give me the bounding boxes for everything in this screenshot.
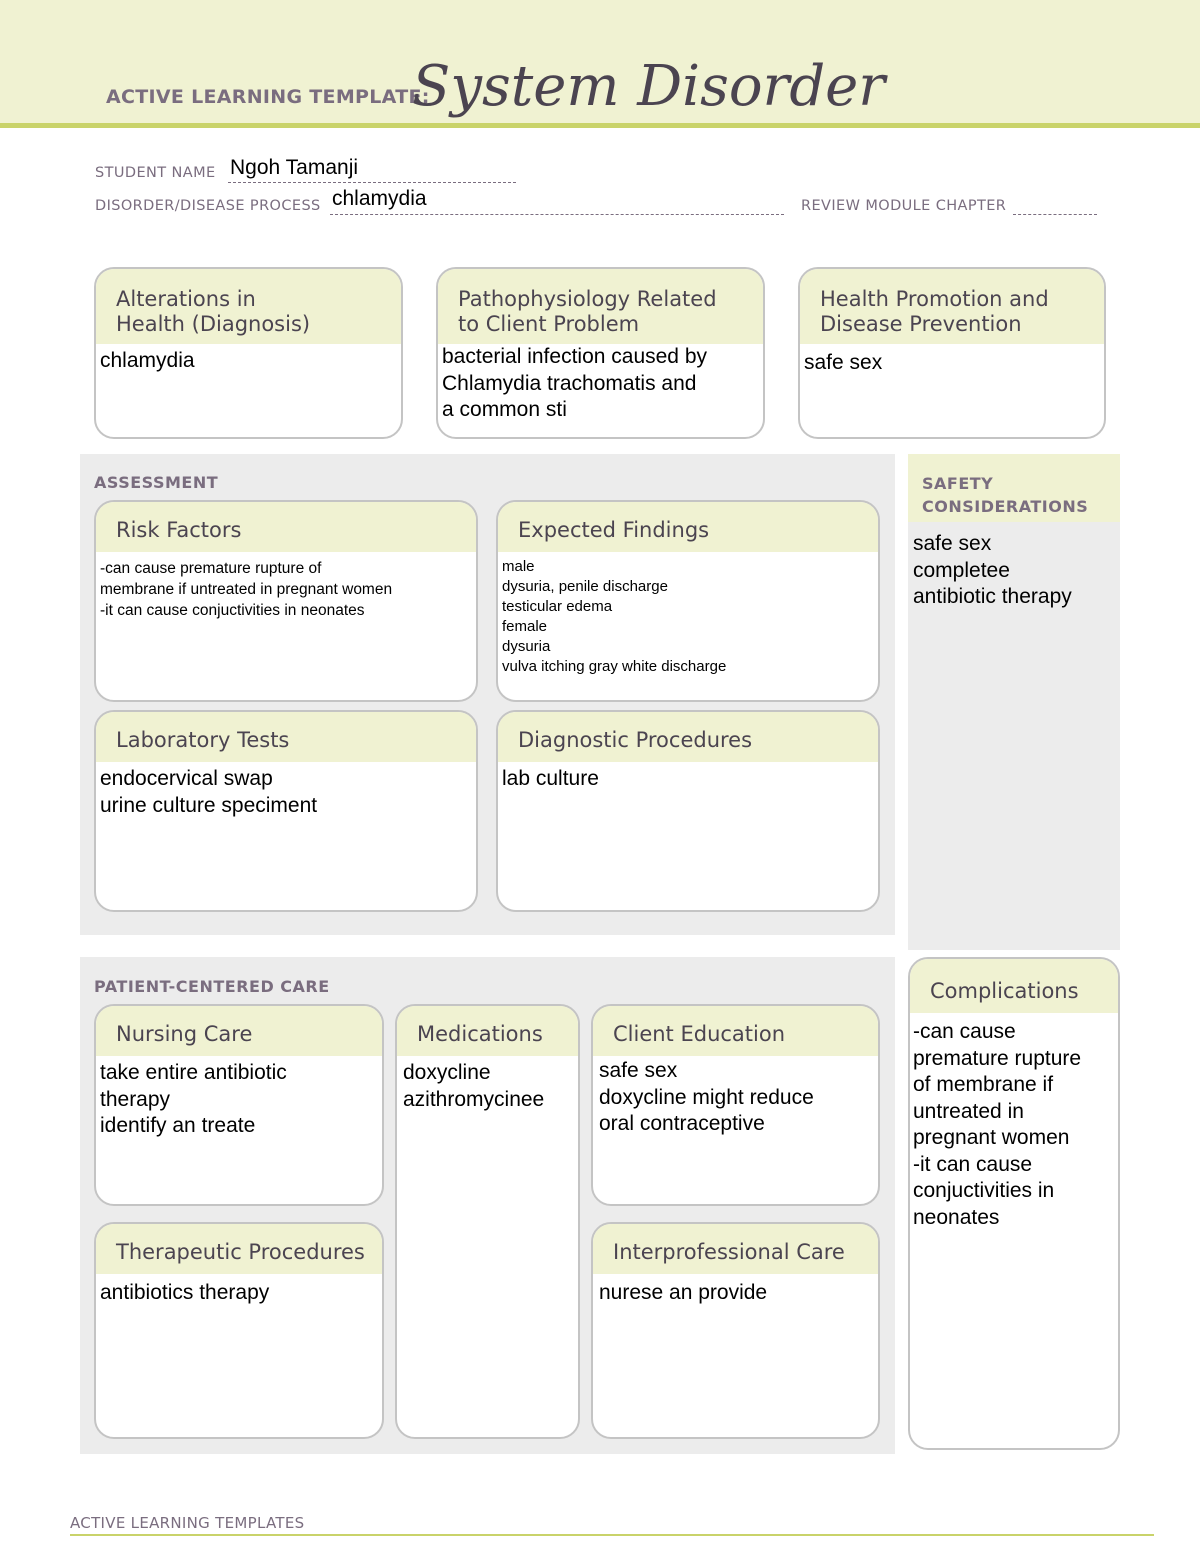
pathophysiology-title-line1: Pathophysiology Related	[458, 287, 717, 311]
medications-card	[395, 1004, 580, 1439]
alterations-card-title	[96, 269, 401, 344]
safety-title-line2: CONSIDERATIONS	[922, 497, 1089, 516]
footer-divider	[70, 1534, 1154, 1536]
health-promotion-title-line1: Health Promotion and	[820, 287, 1049, 311]
alterations-title-line1: Alterations in	[116, 287, 256, 311]
pathophysiology-card-title	[438, 269, 763, 344]
alterations-text[interactable]: chlamydia	[100, 349, 195, 372]
laboratory-tests-title: Laboratory Tests	[96, 712, 476, 762]
template-title: System Disorder	[412, 54, 886, 119]
assessment-title: ASSESSMENT	[94, 473, 219, 492]
expected-findings-card	[496, 500, 880, 702]
review-module-label: REVIEW MODULE CHAPTER	[801, 198, 1007, 214]
interprofessional-care-title: Interprofessional Care	[593, 1224, 878, 1274]
alterations-card	[94, 267, 403, 439]
client-education-card	[591, 1004, 880, 1206]
footer-text: ACTIVE LEARNING TEMPLATES	[70, 1514, 305, 1532]
therapeutic-procedures-card	[94, 1222, 384, 1439]
therapeutic-procedures-text[interactable]: antibiotics therapy	[100, 1281, 270, 1304]
risk-factors-card	[94, 500, 478, 702]
safety-section	[908, 454, 1120, 950]
disorder-field[interactable]: chlamydia	[332, 187, 427, 210]
risk-factors-text[interactable]: -can cause premature rupture of membrane if untreated in pregnant women -it can cause conjuctivities in neonates	[100, 560, 393, 619]
complications-text[interactable]: -can cause premature rupture of membrane if untreated in pregnant women -it can cause conjuctivities in neonates	[913, 1020, 1082, 1229]
nursing-care-text[interactable]: take entire antibiotic therapy identify an treate	[100, 1061, 287, 1137]
client-education-title: Client Education	[593, 1006, 878, 1056]
diagnostic-procedures-title: Diagnostic Procedures	[498, 712, 878, 762]
risk-factors-title: Risk Factors	[96, 502, 476, 552]
health-promotion-card-title	[800, 269, 1104, 344]
safety-text[interactable]: safe sex completee antibiotic therapy	[913, 532, 1072, 608]
therapeutic-procedures-title: Therapeutic Procedures	[96, 1224, 382, 1274]
health-promotion-text[interactable]: safe sex	[804, 351, 883, 374]
template-label: ACTIVE LEARNING TEMPLATE:	[106, 86, 430, 108]
interprofessional-care-card	[591, 1222, 880, 1439]
disorder-label: DISORDER/DISEASE PROCESS	[95, 198, 321, 214]
diagnostic-procedures-card	[496, 710, 880, 912]
diagnostic-procedures-text[interactable]: lab culture	[502, 767, 599, 790]
expected-findings-title: Expected Findings	[498, 502, 878, 552]
client-education-text[interactable]: safe sex doxycline might reduce oral contraceptive	[599, 1059, 814, 1135]
pathophysiology-title-line2: to Client Problem	[458, 312, 640, 336]
alterations-title-line2: Health (Diagnosis)	[116, 312, 311, 336]
review-module-field[interactable]	[1013, 194, 1097, 215]
nursing-care-card	[94, 1004, 384, 1206]
laboratory-tests-card	[94, 710, 478, 912]
safety-title-line1: SAFETY	[922, 474, 994, 493]
complications-title: Complications	[910, 959, 1118, 1013]
student-name-label: STUDENT NAME	[95, 165, 216, 181]
health-promotion-card	[798, 267, 1106, 439]
health-promotion-title-line2: Disease Prevention	[820, 312, 1022, 336]
pathophysiology-card	[436, 267, 765, 439]
safety-title	[922, 472, 1088, 518]
medications-text[interactable]: doxycline azithromycinee	[403, 1061, 545, 1111]
complications-card	[908, 957, 1120, 1450]
student-name-field[interactable]: Ngoh Tamanji	[230, 156, 359, 179]
pathophysiology-text[interactable]: bacterial infection caused by Chlamydia trachomatis and a common sti	[442, 345, 707, 421]
expected-findings-text[interactable]: male dysuria, penile discharge testicular edema female dysuria vulva itching gray white discharge	[502, 558, 727, 675]
laboratory-tests-text[interactable]: endocervical swap urine culture speciment	[100, 767, 318, 817]
interprofessional-care-text[interactable]: nurese an provide	[599, 1281, 768, 1304]
patient-centered-care-title: PATIENT-CENTERED CARE	[94, 977, 330, 996]
medications-title: Medications	[397, 1006, 578, 1056]
nursing-care-title: Nursing Care	[96, 1006, 382, 1056]
